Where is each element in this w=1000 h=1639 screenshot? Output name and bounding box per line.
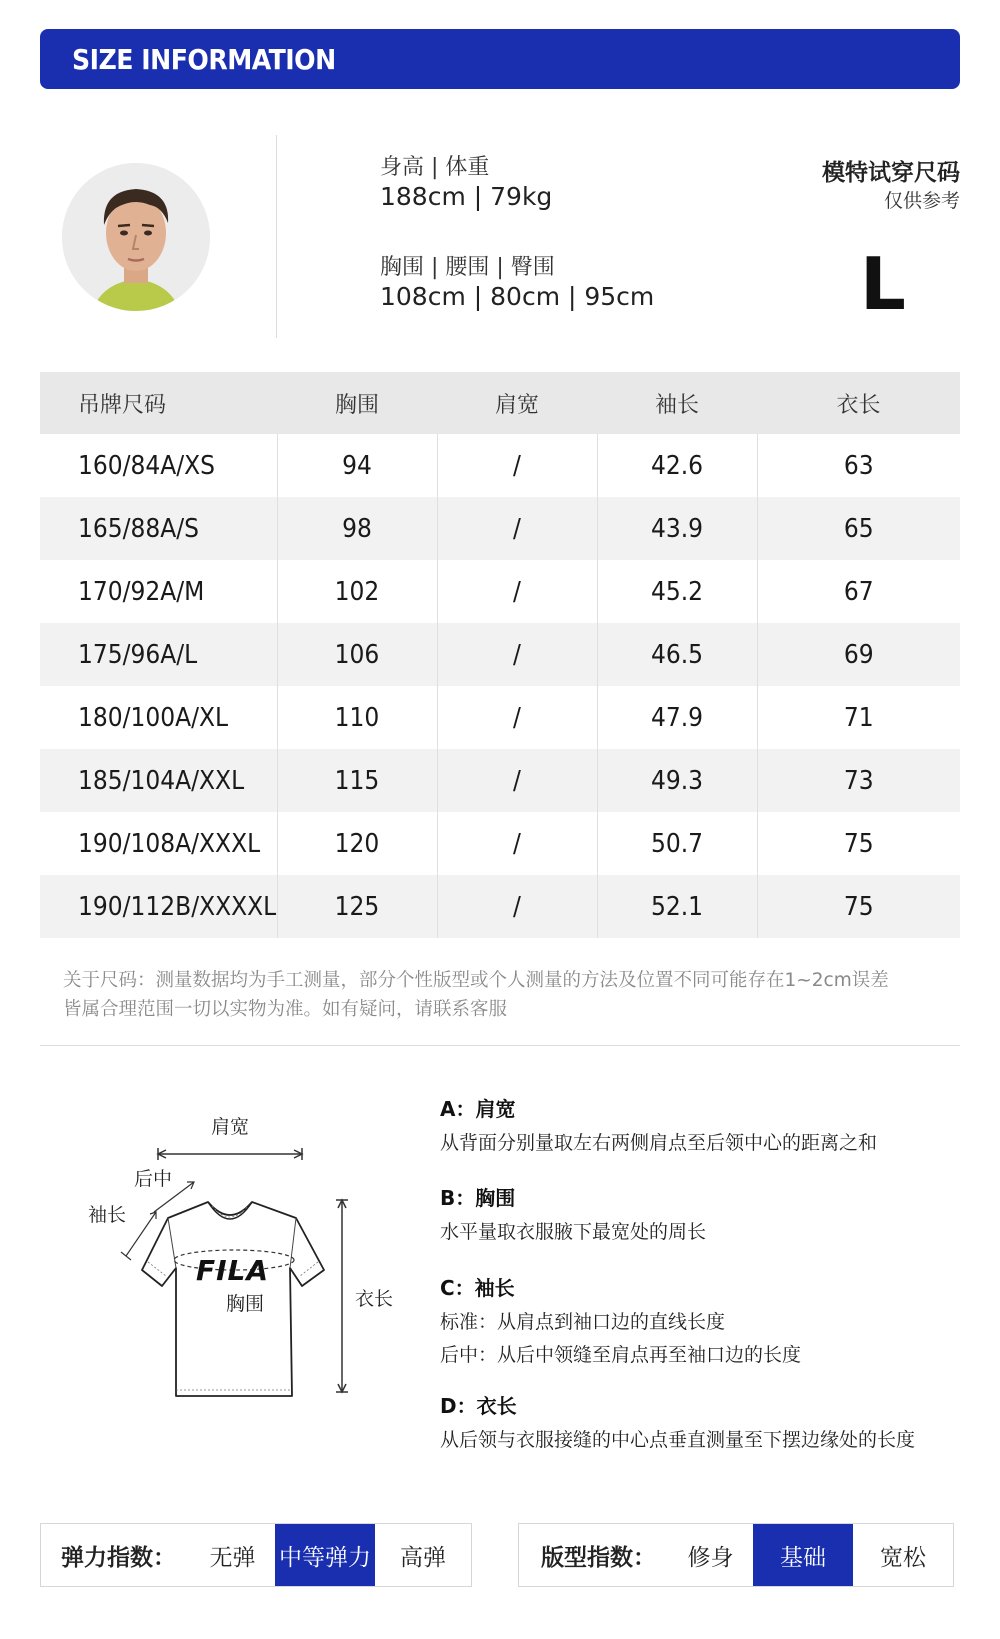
table-cell: 65 (757, 497, 960, 560)
size-table (40, 372, 960, 938)
diagram-shoulder-label: 肩宽 (211, 1116, 250, 1138)
table-cell: 67 (757, 560, 960, 623)
definition-text: 标准：从肩点到袖口边的直线长度 (440, 1311, 726, 1333)
table-row (40, 560, 960, 623)
elasticity-title: 弹力指数： (61, 1544, 176, 1571)
fit-option-slim[interactable]: 修身 (687, 1544, 734, 1571)
banner-title: SIZE INFORMATION (72, 42, 336, 76)
table-row (40, 875, 960, 938)
elasticity-option-high[interactable]: 高弹 (400, 1544, 446, 1571)
table-cell: 75 (757, 812, 960, 875)
table-cell: 175/96A/L (40, 623, 277, 686)
table-cell: 110 (277, 686, 437, 749)
table-cell: / (437, 497, 597, 560)
table-row (40, 749, 960, 812)
table-cell: 45.2 (597, 560, 757, 623)
table-row (40, 812, 960, 875)
elasticity-option-medium[interactable]: 中等弹力 (275, 1524, 375, 1586)
table-cell: 170/92A/M (78, 576, 205, 607)
definition-sleeve (440, 1272, 801, 1367)
definition-text: 从背面分别量取左右两侧肩点至后领中心的距离之和 (440, 1132, 878, 1154)
definition-title: A：肩宽 (440, 1097, 516, 1121)
definition-title: B：胸围 (440, 1186, 516, 1210)
body-measure-value: 108cm | 80cm | 95cm (380, 282, 655, 311)
section-divider (40, 1045, 960, 1046)
model-avatar (62, 163, 210, 311)
table-cell: / (437, 812, 597, 875)
fit-index (518, 1523, 954, 1587)
elasticity-index (40, 1523, 472, 1587)
table-cell: 190/112B/XXXXL (40, 875, 277, 938)
table-cell: / (437, 560, 597, 623)
table-cell: 63 (757, 434, 960, 497)
height-weight-label: 身高 | 体重 (380, 155, 490, 180)
table-cell: 52.1 (597, 875, 757, 938)
definition-text: 从后领与衣服接缝的中心点垂直测量至下摆边缘处的长度 (440, 1429, 916, 1451)
table-header: 吊牌尺码 (40, 372, 277, 434)
table-header: 肩宽 (437, 372, 597, 434)
definition-text: 后中：从后中领缝至肩点再至袖口边的长度 (440, 1344, 802, 1366)
definition-text: 水平量取衣服腋下最宽处的周长 (440, 1221, 707, 1243)
table-cell: / (437, 875, 597, 938)
table-row (40, 434, 960, 497)
table-header: 衣长 (757, 372, 960, 434)
fit-size-subtitle: 仅供参考 (883, 190, 960, 212)
note-line: 皆属合理范围一切以实物为准。如有疑问，请联系客服 (63, 999, 508, 1020)
table-cell: 75 (757, 875, 960, 938)
table-cell: 120 (277, 812, 437, 875)
table-cell: 73 (757, 749, 960, 812)
table-cell: 125 (277, 875, 437, 938)
table-row (40, 623, 960, 686)
definition-length (440, 1390, 915, 1452)
table-header-row (40, 372, 960, 434)
note-line: 关于尺码：测量数据均为手工测量，部分个性版型或个人测量的方法及位置不同可能存在1~2cm误差 (63, 970, 889, 991)
table-cell: 69 (757, 623, 960, 686)
elasticity-option-none[interactable]: 无弹 (209, 1544, 256, 1571)
table-cell: / (437, 623, 597, 686)
diagram-sleeve-label: 袖长 (88, 1204, 127, 1226)
table-cell: 106 (277, 623, 437, 686)
definition-shoulder (440, 1093, 877, 1155)
table-cell: 71 (757, 686, 960, 749)
table-cell: 180/100A/XL (78, 702, 229, 733)
measurement-note (63, 966, 963, 1024)
model-portrait-icon (62, 163, 210, 311)
table-cell: 115 (277, 749, 437, 812)
fit-option-loose[interactable]: 宽松 (880, 1544, 926, 1571)
table-cell: 98 (277, 497, 437, 560)
table-cell: 94 (277, 434, 437, 497)
table-row (40, 497, 960, 560)
table-cell: 47.9 (597, 686, 757, 749)
table-cell: 43.9 (597, 497, 757, 560)
table-cell: 165/88A/S (40, 497, 277, 560)
table-cell: 102 (277, 560, 437, 623)
table-row (40, 686, 960, 749)
fit-option-regular[interactable]: 基础 (753, 1524, 853, 1586)
table-cell: / (437, 686, 597, 749)
table-cell: / (437, 434, 597, 497)
header-banner (40, 29, 960, 89)
table-header: 胸围 (277, 372, 437, 434)
definition-title: C：袖长 (440, 1276, 515, 1300)
diagram-back-center-label: 后中 (134, 1168, 173, 1190)
table-cell: 46.5 (597, 623, 757, 686)
table-cell: 49.3 (597, 749, 757, 812)
table-cell: 185/104A/XXL (40, 749, 277, 812)
body-measure-label: 胸围 | 腰围 | 臀围 (380, 255, 555, 280)
fit-index-title: 版型指数： (541, 1544, 656, 1571)
table-cell: / (437, 749, 597, 812)
definition-chest (440, 1182, 706, 1244)
diagram-chest-label: 胸围 (226, 1293, 265, 1315)
diagram-length-label: 衣长 (355, 1288, 394, 1310)
table-cell: 50.7 (597, 812, 757, 875)
table-cell: 190/108A/XXXL (78, 828, 261, 859)
height-weight-value: 188cm | 79kg (380, 182, 553, 211)
table-header: 袖长 (597, 372, 757, 434)
fila-logo: FILA (196, 1254, 270, 1287)
measurement-diagram (80, 1110, 420, 1430)
table-cell: 42.6 (597, 434, 757, 497)
definition-title: D：衣长 (440, 1394, 517, 1418)
model-divider (276, 135, 277, 338)
table-cell: 160/84A/XS (78, 450, 216, 481)
fit-size-title: 模特试穿尺码 (822, 160, 960, 186)
fit-size-value: L (860, 242, 906, 326)
